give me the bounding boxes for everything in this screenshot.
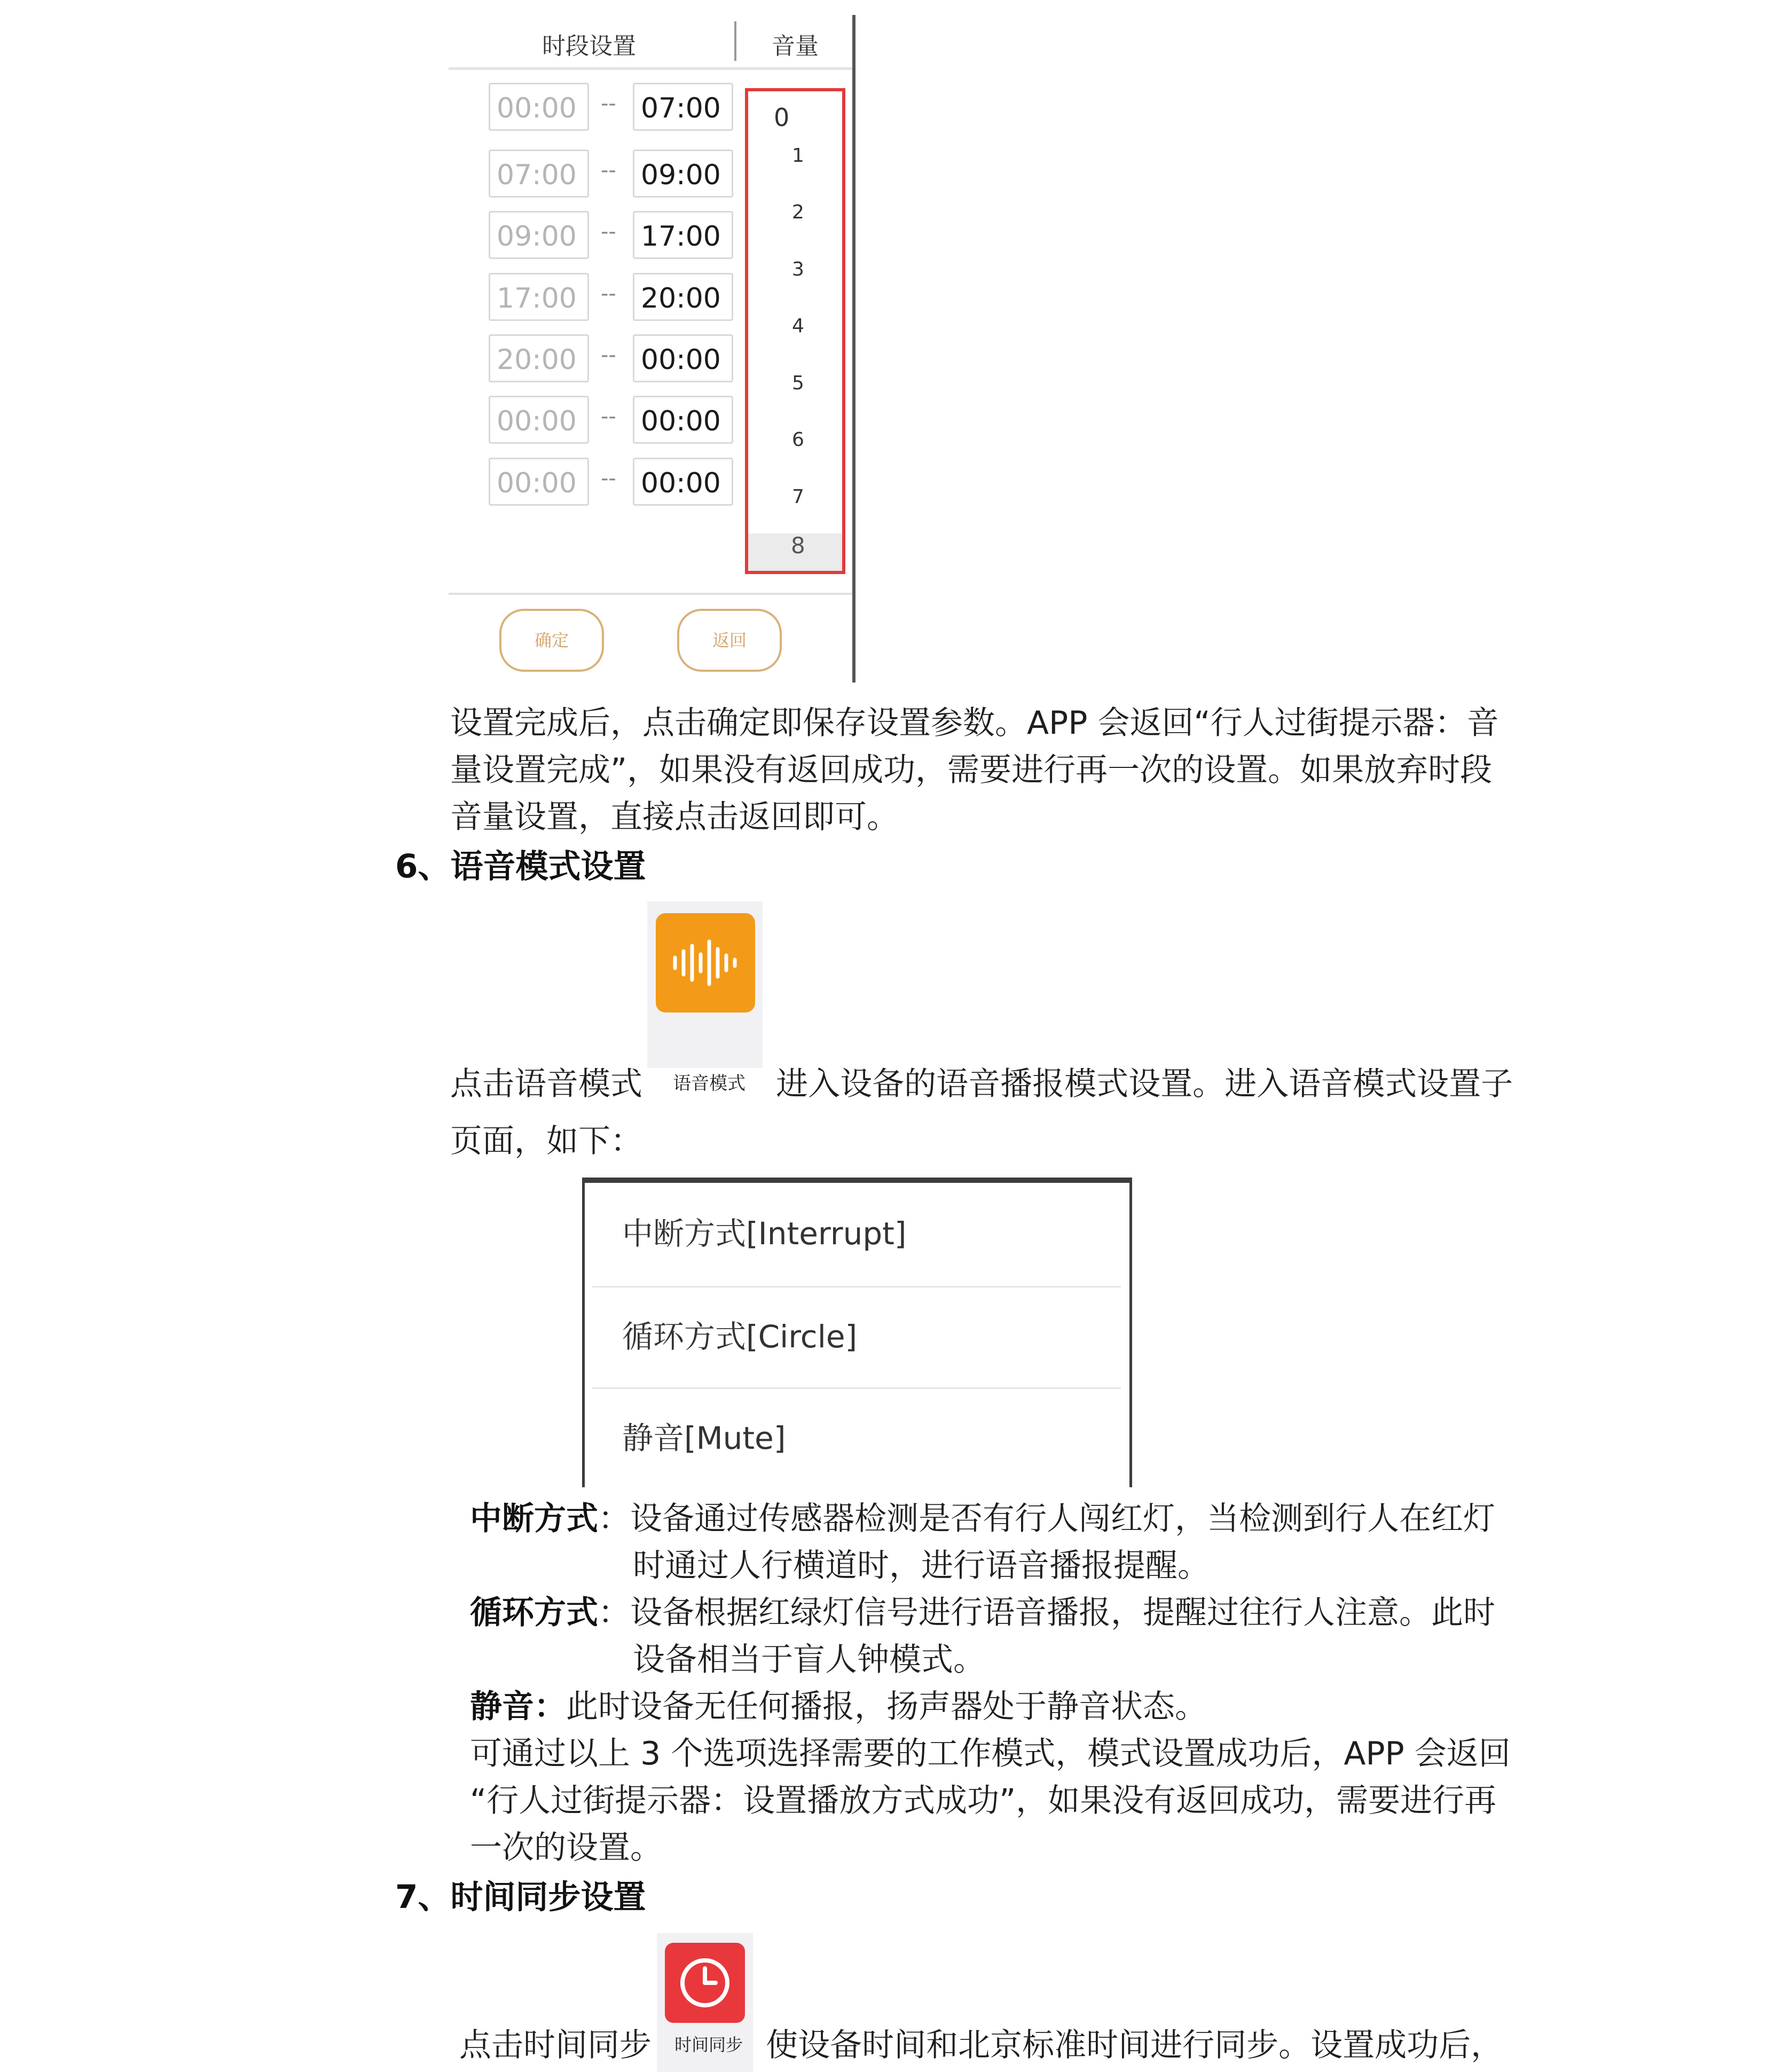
time-row (489, 458, 740, 509)
definition-text: ：设备通过传感器检测是否有行人闯红灯，当检测到行人在红灯 (598, 1500, 1495, 1537)
definition-term: 循环方式 (470, 1594, 598, 1631)
time-row (489, 273, 740, 324)
clock-glyph (676, 1953, 734, 2012)
start-time-field: 09:00 (489, 211, 589, 259)
end-time-field[interactable]: 00:00 (633, 458, 733, 506)
time-separator: -- (601, 281, 616, 306)
time-separator: -- (601, 404, 616, 429)
definition-circle (470, 1589, 1495, 1636)
section-heading: 6、语音模式设置 (395, 847, 646, 885)
end-time-field[interactable]: 20:00 (633, 273, 733, 321)
start-time-field: 00:00 (489, 83, 589, 131)
paragraph-text: 点击语音模式 (450, 1065, 642, 1103)
paragraph-line: 一次的设置。 (470, 1829, 662, 1866)
footer-divider (449, 593, 852, 595)
definition-continuation: 时通过人行横道时，进行语音播报提醒。 (633, 1547, 1210, 1584)
sound-wave-icon (656, 913, 755, 1013)
definition-term: 中断方式 (470, 1500, 598, 1537)
paragraph-line: 量设置完成”，如果没有返回成功，需要进行再一次的设置。如果放弃时段 (450, 751, 1493, 789)
time-separator: -- (601, 219, 616, 244)
end-time-field[interactable]: 09:00 (633, 150, 733, 198)
time-row (489, 211, 740, 262)
menu-item-circle[interactable]: 循环方式[Circle] (622, 1318, 858, 1355)
volume-option[interactable]: 4 (792, 315, 804, 337)
time-row (489, 396, 740, 447)
time-row (489, 83, 740, 134)
start-time-field: 00:00 (489, 396, 589, 444)
menu-item-interrupt[interactable]: 中断方式[Interrupt] (622, 1215, 907, 1252)
start-time-field: 20:00 (489, 334, 589, 382)
confirm-button[interactable]: 确定 (499, 609, 604, 672)
definition-text: ：设备根据红绿灯信号进行语音播报，提醒过往行人注意。此时 (598, 1594, 1495, 1631)
volume-dropdown-list[interactable] (745, 88, 845, 574)
volume-option[interactable]: 0 (774, 103, 790, 132)
start-time-field: 00:00 (489, 458, 589, 506)
paragraph-line (450, 1060, 1513, 1108)
paragraph-line (459, 2021, 1503, 2069)
volume-option[interactable]: 6 (792, 429, 804, 451)
volume-option[interactable]: 1 (792, 145, 804, 167)
paragraph-text: 进入设备的语音播报模式设置。进入语音模式设置子 (776, 1065, 1513, 1103)
time-row (489, 334, 740, 386)
definition-mute (470, 1683, 1207, 1730)
paragraph-text: 使设备时间和北京标准时间进行同步。设置成功后， (766, 2027, 1503, 2064)
definition-term: 静音： (470, 1688, 566, 1725)
paragraph-line: 音量设置，直接点击返回即可。 (450, 798, 899, 836)
volume-header-row (449, 15, 852, 70)
definition-interrupt (470, 1495, 1495, 1542)
paragraph-line: “行人过街提示器：设置播放方式成功”，如果没有返回成功，需要进行再 (470, 1782, 1497, 1819)
time-separator: -- (601, 91, 616, 116)
header-volume: 音量 (772, 33, 819, 60)
end-time-field[interactable]: 00:00 (633, 334, 733, 382)
time-separator: -- (601, 158, 616, 183)
definition-text: 此时设备无任何播报，扬声器处于静音状态。 (566, 1688, 1207, 1725)
start-time-field: 07:00 (489, 150, 589, 198)
end-time-field[interactable]: 00:00 (633, 396, 733, 444)
voice-mode-menu (582, 1178, 1132, 1487)
back-button[interactable]: 返回 (677, 609, 782, 672)
definition-continuation: 设备相当于盲人钟模式。 (633, 1641, 985, 1678)
header-period: 时段设置 (542, 33, 636, 60)
menu-item-mute[interactable]: 静音[Mute] (622, 1420, 786, 1456)
time-sync-caption[interactable]: 时间同步 (674, 2035, 743, 2055)
volume-option[interactable]: 7 (792, 486, 804, 508)
time-separator: -- (601, 466, 616, 491)
end-time-field[interactable]: 17:00 (633, 211, 733, 259)
volume-settings-screenshot (449, 15, 855, 682)
start-time-field: 17:00 (489, 273, 589, 321)
volume-option[interactable]: 8 (791, 532, 805, 559)
end-time-field[interactable]: 07:00 (633, 83, 733, 131)
volume-option[interactable]: 5 (792, 372, 804, 394)
header-separator (734, 21, 736, 61)
voice-mode-caption[interactable]: 语音模式 (673, 1073, 746, 1094)
time-row (489, 150, 740, 201)
section-heading: 7、时间同步设置 (395, 1878, 646, 1916)
voice-mode-icon-card[interactable] (647, 901, 763, 1068)
screenshot-edge (852, 15, 855, 682)
sound-wave-glyph (671, 936, 740, 990)
paragraph-line: 设置完成后，点击确定即保存设置参数。APP 会返回“行人过街提示器：音 (450, 704, 1499, 742)
clock-icon (665, 1943, 745, 2023)
time-separator: -- (601, 343, 616, 367)
volume-option[interactable]: 3 (792, 258, 804, 280)
paragraph-line: 页面，如下： (450, 1123, 642, 1160)
volume-option[interactable]: 2 (792, 201, 804, 223)
paragraph-line: 可通过以上 3 个选项选择需要的工作模式，模式设置成功后，APP 会返回 (470, 1735, 1511, 1772)
paragraph-text: 点击时间同步 (459, 2027, 652, 2064)
